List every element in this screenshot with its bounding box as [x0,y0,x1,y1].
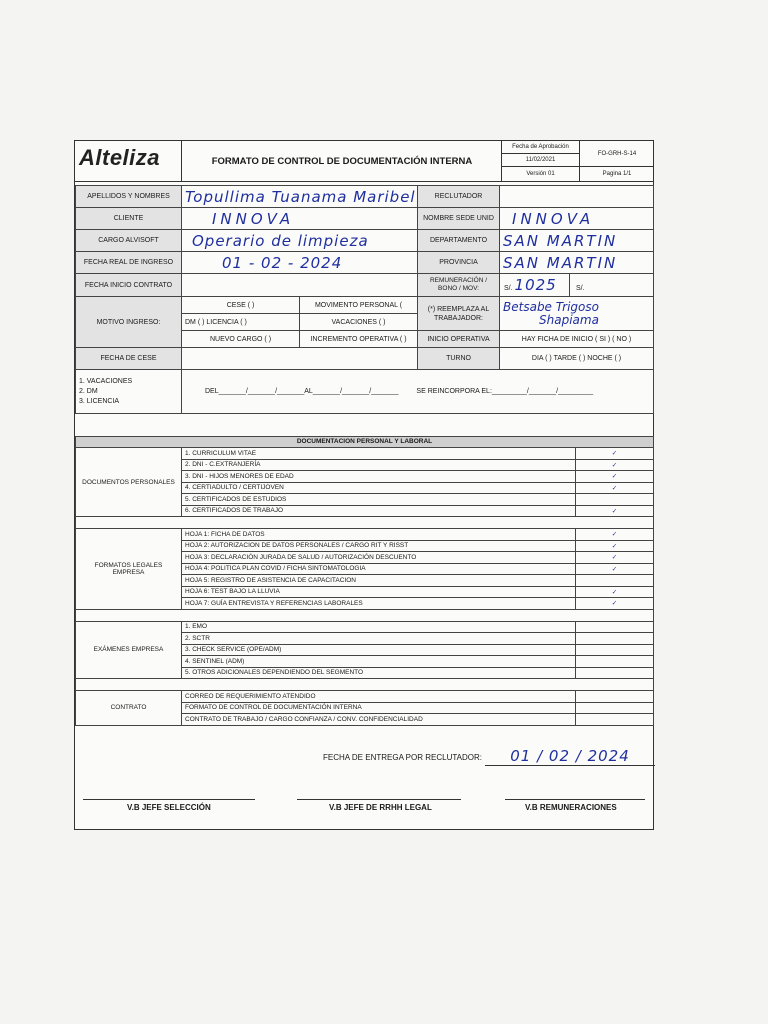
remuneracion-label: REMUNERACIÓN / BONO / MOV: [418,274,500,297]
fecha-ingreso-value: 01 - 02 - 2024 [182,252,418,274]
reemplaza-value-2: Shapiama [539,312,599,327]
reclutador-label: RECLUTADOR [418,186,500,208]
doc-item: 3. CHECK SERVICE (OPE/ADM) [182,644,576,656]
check-mark-icon: ✓ [576,552,654,564]
doc-item: HOJA 4: POLITICA PLAN COVID / FICHA SINTOMATOLOGIA [182,563,576,575]
cliente-value: INNOVA [182,208,418,230]
doc-item: 2. SCTR [182,633,576,645]
apellidos-value: Topullima Tuanama Maribel [182,186,418,208]
doc-item: HOJA 1: FICHA DE DATOS [182,529,576,541]
remuneracion-prefix: S/. [504,285,513,292]
ausencia-range [182,370,654,414]
del-al: DEL_______/_______/_______AL_______/_______/_______ [205,388,399,395]
check-mark-icon: ✓ [576,598,654,610]
check-mark-icon: ✓ [576,448,654,460]
check-mark-icon: ✓ [576,586,654,598]
check-mark-icon: ✓ [576,482,654,494]
cargo-label: CARGO ALVISOFT [76,230,182,252]
inicio-contrato-value [182,274,418,297]
motivo-label: MOTIVO INGRESO: [76,297,182,348]
signature-line [83,799,255,800]
doc-item: HOJA 2: AUTORIZACION DE DATOS PERSONALES / CARGO RIT Y RISST [182,540,576,552]
provincia-label: PROVINCIA [418,252,500,274]
ausencia-labels: 1. VACACIONES 2. DM 3. LICENCIA [76,370,182,414]
doc-item: HOJA 6: TEST BAJO LA LLUVIA [182,586,576,598]
doc-item: HOJA 7: GUÍA ENTREVISTA Y REFERENCIAS LABORALES [182,598,576,610]
entrega-value: 01 / 02 / 2024 [485,747,655,766]
check-mark-icon: ✓ [576,471,654,483]
contrato-label: CONTRATO [76,691,182,726]
departamento-label: DEPARTAMENTO [418,230,500,252]
check-mark-icon: ✓ [576,563,654,575]
doc-item: 4. CERTIADULTO / CERTIJOVEN [182,482,576,494]
vb-remuneraciones: V.B REMUNERACIONES [525,803,617,812]
reemplaza-label: (*) REEMPLAZA AL TRABAJADOR: [418,297,500,331]
inicio-operativa-label: INICIO OPERATIVA [418,331,500,348]
check-mark-icon: ✓ [576,459,654,471]
incremento-option: INCREMENTO OPERATIVA ( ) [300,331,418,348]
examenes-label: EXÁMENES EMPRESA [76,621,182,679]
dm-licencia-option: DM ( ) LICENCIA ( ) [182,314,300,331]
turno-value: DIA ( ) TARDE ( ) NOCHE ( ) [500,348,654,370]
docs-section-title: DOCUMENTACION PERSONAL Y LABORAL [76,436,654,448]
sede-value: INNOVA [500,208,654,230]
sede-label: NOMBRE SEDE UNID [418,208,500,230]
doc-item: CONTRATO DE TRABAJO / CARGO CONFIANZA / CONV. CONFIDENCIALIDAD [182,714,576,726]
vb-seleccion: V.B JEFE SELECCIÓN [127,803,211,812]
fecha-cese-value [182,348,418,370]
departamento-value: SAN MARTIN [500,230,654,252]
turno-label: TURNO [418,348,500,370]
doc-item: 4. SENTINEL (ADM) [182,656,576,668]
personales-label: DOCUMENTOS PERSONALES [76,448,182,517]
remuneracion-value: 1025 [514,276,557,294]
reincorpora: SE REINCORPORA EL:_________/_______/_________ [416,388,594,395]
cliente-label: CLIENTE [76,208,182,230]
apellidos-label: APELLIDOS Y NOMBRES [76,186,182,208]
doc-item: 2. DNI - C.EXTRANJERÍA [182,459,576,471]
doc-item: HOJA 5: REGISTRO DE ASISTENCIA DE CAPACITACION [182,575,576,587]
movimiento-option: MOVIMENTO PERSONAL ( [300,297,418,314]
provincia-value: SAN MARTIN [500,252,654,274]
reemplaza-value [500,297,654,331]
entrega-label: FECHA DE ENTREGA POR RECLUTADOR: [323,753,482,762]
vb-rrhh: V.B JEFE DE RRHH LEGAL [329,803,432,812]
signature-line [505,799,645,800]
check-mark-icon: ✓ [576,505,654,517]
check-mark-icon: ✓ [576,529,654,541]
fecha-cese-label: FECHA DE CESE [76,348,182,370]
form-meta [501,141,654,181]
approval-date: 11/02/2021 [502,154,580,167]
doc-item: 5. OTROS ADICIONALES DEPENDIENDO DEL SEGMENTO [182,667,576,679]
legales-label: FORMATOS LEGALES EMPRESA [76,529,182,610]
remuneracion-cell [500,274,654,297]
cese-option: CESE ( ) [182,297,300,314]
vacaciones-option: VACACIONES ( ) [300,314,418,331]
doc-item: 5. CERTIFICADOS DE ESTUDIOS [182,494,576,506]
doc-item: 1. EMO [182,621,576,633]
employee-info-table [75,185,654,414]
version: Versión 01 [502,167,580,181]
page-number: Pagina 1/1 [602,171,632,177]
form-title: FORMATO DE CONTROL DE DOCUMENTACIÓN INTERNA [181,141,502,181]
form-header [75,141,653,182]
inicio-contrato-label: FECHA INICIO CONTRATO [76,274,182,297]
doc-item: 1. CURRICULUM VITAE [182,448,576,460]
reemplaza-value-1: Betsabe Trigoso [503,299,599,314]
nuevo-cargo-option: NUEVO CARGO ( ) [182,331,300,348]
doc-item: 3. DNI - HIJOS MENORES DE EDAD [182,471,576,483]
approval-label: Fecha de Aprobación [502,141,580,154]
signature-line [297,799,461,800]
doc-item: CORREO DE REQUERIMIENTO ATENDIDO [182,691,576,703]
company-logo: Alteliza [79,145,161,170]
fecha-ingreso-label: FECHA REAL DE INGRESO [76,252,182,274]
doc-item: FORMATO DE CONTROL DE DOCUMENTACIÓN INTERNA [182,702,576,714]
ficha-inicio: HAY FICHA DE INICIO ( SI ) ( NO ) [500,331,654,348]
documentation-table [75,427,654,726]
doc-item: 6. CERTIFICADOS DE TRABAJO [182,505,576,517]
reclutador-value [500,186,654,208]
control-form-sheet [74,140,654,830]
check-mark-icon: ✓ [576,540,654,552]
doc-item: HOJA 3: DECLARACIÓN JURADA DE SALUD / AUTORIZACIÓN DESCUENTO [182,552,576,564]
form-code: FO-GRH-S-14 [580,141,654,167]
cargo-value: Operario de limpieza [182,230,418,252]
bono-prefix: S/. [575,285,585,292]
